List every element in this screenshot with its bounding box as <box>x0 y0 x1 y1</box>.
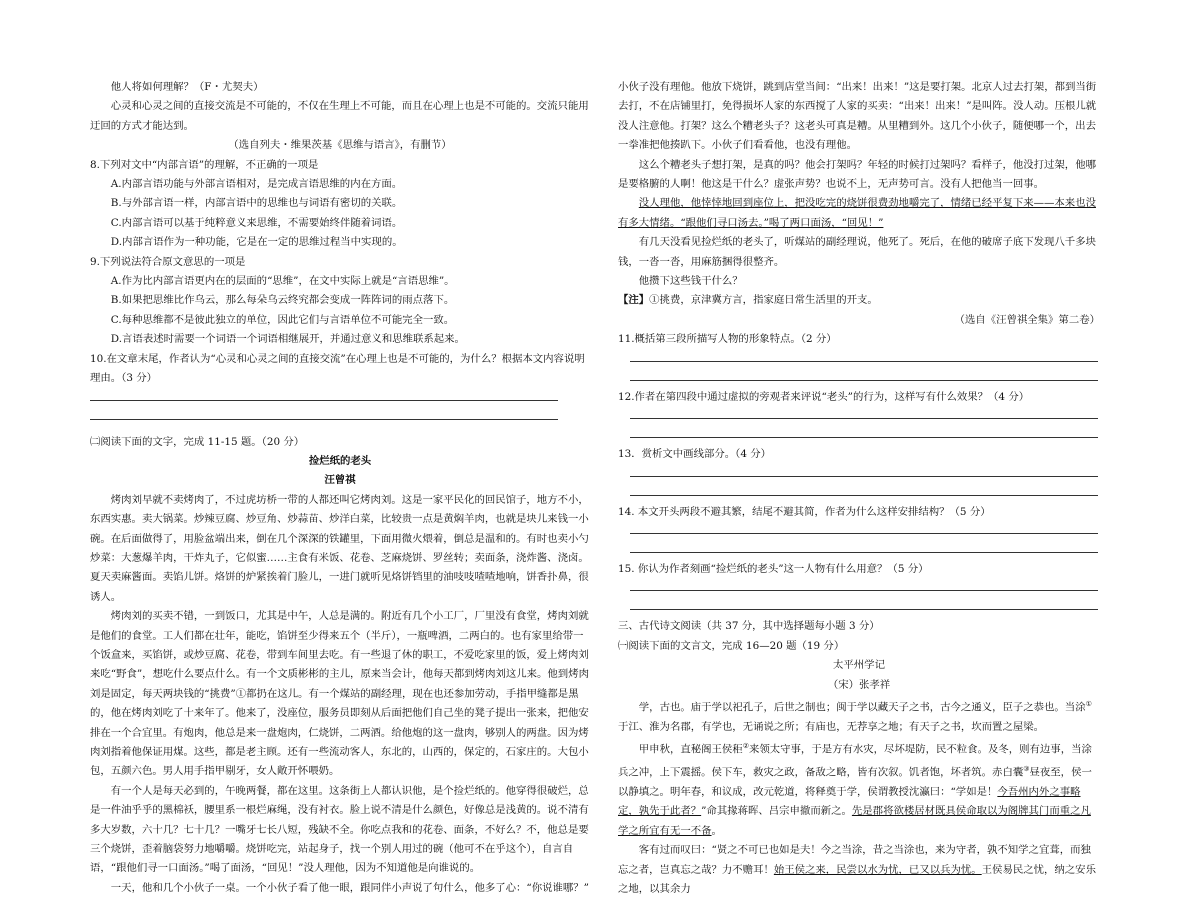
underlined-passage: 没人理他，他悻悻地回到座位上，把没吃完的烧饼很费劲地嚼完了，情绪已经平复下来——本来也没有多大情绪。“跟他们寻口汤去。”喝了两口面汤，“回见！” <box>618 197 1096 229</box>
paragraph: 心灵和心灵之间的直接交流是不可能的，不仅在生理上不可能，而且在心理上也是不可能的。交流只能用迂回的方式才能达到。 <box>90 100 589 132</box>
option-9d: D.言语表述时需要一个词语一个词语相继展开，并通过意义和思维联系起来。 <box>110 333 465 346</box>
question-10: 10.在文章末尾，作者认为“心灵和心灵之间的直接交流”在心理上也是不可能的，为什么？根据本文内容说明理由。（3 分） <box>90 352 585 385</box>
option-8a: A.内部言语功能与外部言语相对，是完成言语思维的内在方面。 <box>110 178 403 191</box>
text-run: 甲申秋，直秘阁王侯秬 <box>638 743 743 756</box>
classical-paragraph <box>618 737 1100 841</box>
option-8b: B.与外部言语一样，内部言语中的思维也与词语有密切的关联。 <box>110 197 403 210</box>
answer-line[interactable] <box>630 484 1098 496</box>
text-run: 客有过而叹曰：“贤之不可已也如是夫！今之当涂，昔之当涂也，来为守者，孰不知学之宜葺，而独忘之者，岂真忘之哉？力不赡耳！ <box>618 844 1091 876</box>
underlined-sentence: 始王侯之来，民尝以水为忧，已又以兵为忧。 <box>773 863 982 876</box>
text-run: 昼夜至，侯一以静填之。明年春，和议成，改元乾道，将释奠于学，侯谓教授沈瀛曰：“学如是！ <box>618 766 1092 798</box>
option-8d: D.内部言语作为一种功能，它是在一定的思维过程当中实现的。 <box>110 236 403 249</box>
answer-line[interactable] <box>630 598 1098 610</box>
article-paragraph: 他攒下这些钱干什么？ <box>638 275 743 288</box>
classical-paragraph <box>618 841 1100 899</box>
article-paragraph: 一天，他和几个小伙子一桌。一个小伙子看了他一眼，跟同伴小声说了句什么，他多了心：“你说谁哪？” <box>110 881 589 894</box>
answer-line[interactable] <box>630 522 1098 534</box>
classical-title: 太平州学记 <box>833 659 885 672</box>
footnote-label: 【注】 <box>618 294 650 307</box>
right-column <box>618 78 1100 899</box>
article-paragraph: 这么个糟老头子想打架，是真的吗？他会打架吗？年轻的时候打过架吗？看样子，他没打过架，他哪是要格腑的人啊！他这是干什么？虚张声势？也说不上，无声势可言。没有人把他当一回事。 <box>618 158 1096 191</box>
footnote-mark: ③ <box>1023 765 1030 774</box>
question-14: 14. 本文开头两段不避其繁，结尾不避其简，作者为什么这样安排结构？（5 分） <box>618 505 991 518</box>
answer-line[interactable] <box>630 426 1098 438</box>
question-15: 15. 你认为作者刻画“捡烂纸的老头”这一人物有什么用意？（5 分） <box>618 562 929 575</box>
article-paragraph: 有几天没看见捡烂纸的老头了，听煤站的副经理说，他死了。死后，在他的破席子底下发现八千多块钱，一沓一沓，用麻筋捆得很整齐。 <box>618 236 1096 268</box>
article-title: 捡烂纸的老头 <box>308 454 372 467</box>
footnote <box>618 291 1100 310</box>
answer-line[interactable] <box>630 369 1098 381</box>
text-run: 。 <box>711 824 722 837</box>
option-9c: C.每种思维都不是彼此独立的单位，因此它们与言语单位不可能完全一致。 <box>110 313 455 326</box>
question-11: 11.概括第三段所描写人物的形象特点。（2 分） <box>618 333 837 346</box>
section-subheading: ㈠阅读下面的文言文，完成 16—20 题（19 分） <box>618 639 845 652</box>
question-8: 8.下列对文中“内部言语”的理解，不正确的一项是 <box>90 158 319 171</box>
answer-line[interactable] <box>630 541 1098 553</box>
article-paragraph: 小伙子没有理他。他放下烧饼，跳到店堂当间：“出来！出来！”这是要打架。北京人过去打架，都到当街去打，不在店铺里打，免得损坏人家的东西搅了人家的买卖：“出来！出来！”是叫阵。没人动。压根儿就没人注意他。打架？这么个糟老头子？这老头可真是糟。从里糟到外。这几个小伙子，随便哪一个，出去一拳准把他揍趴下。小伙子们看看他，也没有理他。 <box>618 81 1097 152</box>
classical-author: （宋）张孝祥 <box>827 678 891 691</box>
article-author: 汪曾祺 <box>324 474 356 487</box>
source-note: （选自列夫・维果茨基《思维与语言》，有删节） <box>228 139 452 152</box>
underlined-sentence: 先是郡将欲楼居材既具侯命取以为阁牌其门而重之凡学之所宜有无一不备 <box>618 805 1091 837</box>
answer-line[interactable] <box>630 579 1098 591</box>
article-paragraph: 烤肉刘的买卖不错，一到饭口，尤其是中午，人总是满的。附近有几个小工厂，厂里没有食堂，烤肉刘就是他们的食堂。工人们都在壮年，能吃，馅饼至少得来五个（半斤），一瓶啤酒，二两白的。也有家里给带一个饭盒来，买馅饼，或炒豆腐、花卷，带到车间里去吃。有一些退了休的职工，不爱吃家里的饭，爱上烤肉刘来吃“野食”，想吃什么要点什么。有一个文质彬彬的主儿，原来当会计，他每天都到烤肉刘这儿来。他到烤肉刘是固定，每天两块钱的“挑费”①都扔在这儿。有一个煤站的副经理，现在也还参加劳动，手指甲缝都是黑的，他在烤肉刘吃了十来年了。他来了，没座位，服务员即刻从后面把他们自己坐的凳子提出一张来，把他安排在一个合宜里。有炮肉，他总是来一盘炮肉，仁烧饼，二两酒。给他炮的这一盘肉，够别人的两盘。因为烤肉刘指着他保证用煤。这些，都是老主顾。还有一些流动客人，东北的，山西的，保定的，石家庄的。大包小包，五颜六色。男人用手指甲剔牙，女人敞开怀喂奶。 <box>90 610 589 778</box>
footnote-mark: ② <box>742 742 749 751</box>
section-heading: ㈡阅读下面的文字，完成 11-15 题。（20 分） <box>90 435 305 448</box>
answer-line[interactable] <box>630 407 1098 419</box>
option-8c: C.内部言语可以基于纯粹意义来思维，不需要始终伴随着词语。 <box>110 216 403 229</box>
footnote-text: ①挑费，京津冀方言，指家庭日常生活里的开支。 <box>649 294 878 307</box>
option-9b: B.如果把思维比作乌云，那么每朵乌云终究都会变成一阵阵词的雨点落下。 <box>110 294 455 307</box>
classical-paragraph <box>618 695 1100 737</box>
text-run: 王侯易民之忧，纳之安乐之地，以其余力 <box>618 863 1096 895</box>
left-column <box>90 78 590 898</box>
footnote-mark: ① <box>1085 699 1092 708</box>
question-12: 12.作者在第四段中通过虚拟的旁观者来评说“老头”的行为，这样写有什么效果？（4 分） <box>618 390 1030 403</box>
underlined-sentence: 今吾州内外之事略定，孰先于此者？ <box>618 785 1081 818</box>
section-heading: 三、古代诗文阅读（共 37 分，其中选择题每小题 3 分） <box>618 620 880 633</box>
option-9a: A.作为比内部言语更内在的层面的“思维”，在文中实际上就是“言语思维”。 <box>110 275 455 288</box>
text-run: ”命其掾蒋晖、吕宗申撤而新之。 <box>701 805 852 818</box>
answer-line[interactable] <box>90 389 558 401</box>
article-paragraph: 有一个人是每天必到的，午晚两餐，都在这里。这条街上人都认识他，是个捡烂纸的。他穿得很破烂，总是一件油乎乎的黑棉袄，腰里系一根烂麻绳，没有衬衣。脸上说不清是什么颜色，好像总是浅黄的。说不清有多大岁数，六十几？七十几？一嘴牙七长八短，残缺不全。你吃点我和的花卷、面条，不好么？不，他总是要三个烧饼，歪着脑袋努力地嚼嚼。烧饼吃完，站起身子，找一个别人用过的碗（他可不在乎这个），自言自语，“跟他们寻一口面汤。”喝了面汤，“回见！”没人理他，因为不知道他是向谁说的。 <box>90 784 589 875</box>
answer-line[interactable] <box>630 465 1098 477</box>
text-run: 学，古也。庙于学以祀孔子，后世之制也；闽于学以藏天子之书，古今之通义，臣子之恭也。当涂 <box>638 701 1086 714</box>
source-note: （选自《汪曾祺全集》第二卷） <box>954 313 1100 326</box>
quote-attribution: 他人将如何理解？（F・尤契夫） <box>110 81 264 93</box>
text-run: 来领太守事，于是方有水灾，尽坏堤防，民不粒食。及冬，则有边事，当涂兵之冲，上下震摇。侯下车，救灾之政，备敌之略，皆有次叙。饥者饱，坏者筑。赤白囊 <box>618 743 1092 779</box>
answer-line[interactable] <box>90 408 558 420</box>
text-run: 于江、淮为名郡，有学也，无诵说之所；有庙也，无荐享之地；有天子之书，坎而置之屋梁。 <box>618 720 1045 733</box>
article-paragraph: 烤肉刘早就不卖烤肉了，不过虎坊桥一带的人都还叫它烤肉刘。这是一家平民化的回民馆子，地方不小，东西实惠。卖大锅菜。炒辣豆腐、炒豆角、炒蒜苗、炒洋白菜，比较贵一点是黄焖羊肉，也就是块儿来钱一小碗。在后面做得了，用脸盆端出来，倒在几个深深的铁罐里，下面用微火煨着，倒总是温和的。有时也卖小勺炒菜：大葱爆羊肉，干炸丸子，它似蜜……主食有米饭、花卷、芝麻烧饼、罗丝转；卖面条，浇炸酱、浇卤。夏天卖麻酱面。卖馅儿饼。烙饼的炉紧挨着门脸儿，一进门就听见烙饼铛里的油吱吱喳喳地响，饼香扑鼻，很诱人。 <box>90 493 589 603</box>
answer-line[interactable] <box>630 350 1098 362</box>
question-9: 9.下列说法符合原文意思的一项是 <box>90 255 246 268</box>
question-13: 13．赏析文中画线部分。（4 分） <box>618 448 772 461</box>
